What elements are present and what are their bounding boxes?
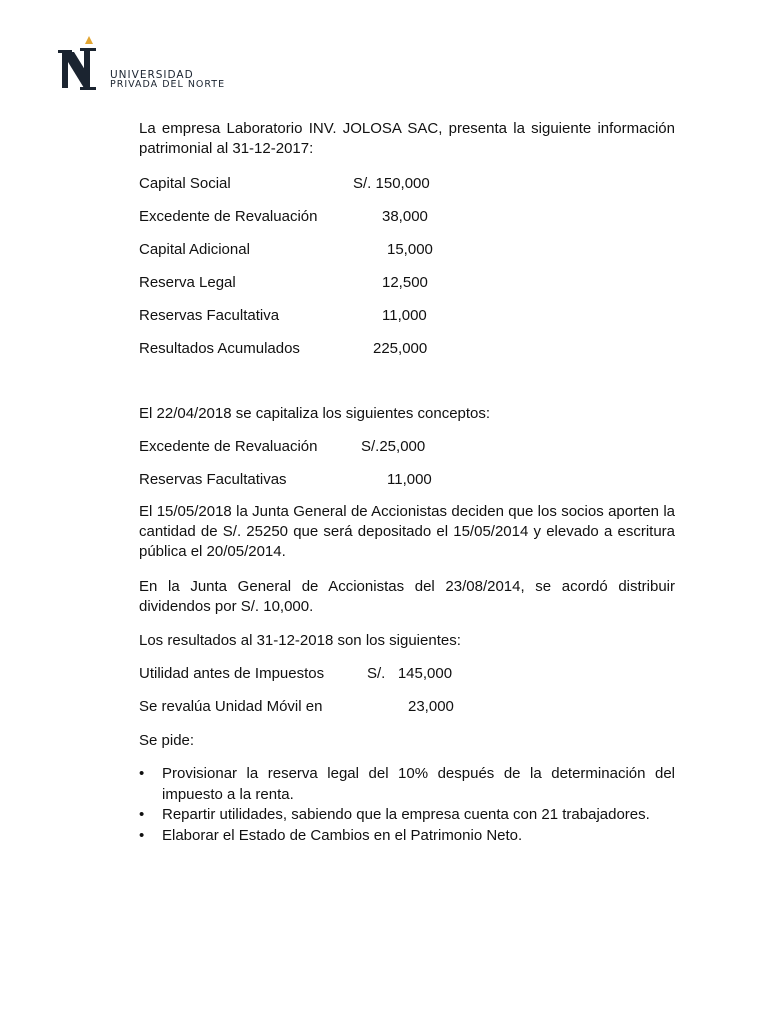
patrimonio-label: Excedente de Revaluación <box>139 208 318 225</box>
resultados-heading: Los resultados al 31-12-2018 son los siguientes: <box>139 632 461 649</box>
resultados-value: S/. 145,000 <box>367 665 453 682</box>
capitaliza-heading: El 22/04/2018 se capitaliza los siguientes conceptos: <box>139 405 491 422</box>
task-item: • Repartir utilidades, sabiendo que la empresa cuenta con 21 trabajadores. <box>139 805 675 826</box>
patrimonio-value: 12,500 <box>382 274 428 291</box>
patrimonio-label: Reserva Legal <box>139 274 236 291</box>
se-pide-heading: Se pide: <box>139 732 195 749</box>
patrimonio-value: 15,000 <box>387 241 433 258</box>
patrimonio-label: Resultados Acumulados <box>139 340 300 357</box>
patrimonio-label: Capital Social <box>139 175 231 192</box>
patrimonio-label: Capital Adicional <box>139 241 250 258</box>
task-item: • Provisionar la reserva legal del 10% después de la determinación del impuesto a la renta. <box>139 764 675 805</box>
capitaliza-value: S/.25,000 <box>361 438 426 455</box>
university-name <box>110 70 225 90</box>
capitaliza-label: Excedente de Revaluación <box>139 438 318 455</box>
patrimonio-label: Reservas Facultativa <box>139 307 280 324</box>
task-item: • Elaborar el Estado de Cambios en el Patrimonio Neto. <box>139 826 675 847</box>
resultados-value: 23,000 <box>408 698 454 715</box>
task-list <box>139 764 675 846</box>
patrimonio-value: 225,000 <box>373 340 428 357</box>
capitaliza-label: Reservas Facultativas <box>139 471 287 488</box>
aportes-paragraph: El 15/05/2018 la Junta General de Accionistas deciden que los socios aporten la cantidad de S/. 25250 que será depositado el 15/05/2014 y elevado a escritura pública el 20/05/2014. <box>139 503 675 560</box>
university-logo <box>56 34 256 102</box>
university-name-line2: PRIVADA DEL NORTE <box>110 79 226 90</box>
intro-paragraph: La empresa Laboratorio INV. JOLOSA SAC, presenta la siguiente información patrimonial al 31-12-2017: <box>139 120 675 157</box>
university-name-line1: UNIVERSIDAD <box>110 69 194 81</box>
dividendos-paragraph: En la Junta General de Accionistas del 23/08/2014, se acordó distribuir dividendos por S/. 10,000. <box>139 578 675 615</box>
resultados-label: Utilidad antes de Impuestos <box>139 665 325 682</box>
upn-logo-mark-icon <box>56 34 108 94</box>
patrimonio-value: S/. 150,000 <box>353 175 430 192</box>
capitaliza-value: 11,000 <box>387 471 432 488</box>
resultados-label: Se revalúa Unidad Móvil en <box>139 698 323 715</box>
patrimonio-value: 11,000 <box>382 307 427 324</box>
patrimonio-value: 38,000 <box>382 208 428 225</box>
